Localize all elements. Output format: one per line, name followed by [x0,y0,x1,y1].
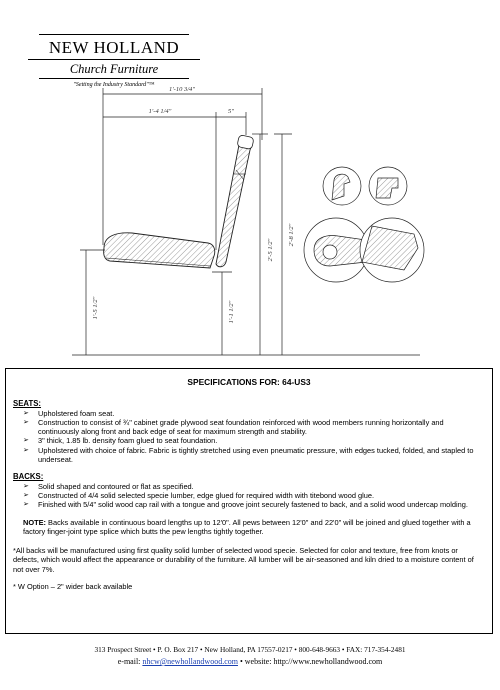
email-link[interactable]: nhcw@newhollandwood.com [142,657,238,666]
footer-contact [0,657,500,666]
cap-rail-detail-4 [360,218,424,282]
seat-spec-item: ➢ 3" thick, 1.85 lb. density foam glued to seat foundation. [23,436,485,445]
seat-spec-item: ➢ Upholstered foam seat. [23,409,485,418]
cap-rail-detail-3 [304,218,368,282]
specifications-box [5,368,493,634]
footer-address: 313 Prospect Street • P. O. Box 217 • New Holland, PA 17557-0217 • 800-648-9663 • FAX: 717-354-2481 [94,645,406,654]
back-profile [216,137,253,267]
logo-name: NEW HOLLAND [48,38,180,57]
cap-rail-detail-1 [323,167,361,205]
seat-spec-item: ➢ Construction to consist of ¾" cabinet grade plywood seat foundation reinforced with wood members running horizontally and continuously along front and back edge of seat for maximum strength and stability. [23,418,485,437]
note-text: Backs available in continuous board lengths up to 12'0". All pews between 12'0" and 22'0" will be joined and glued together with a factory finger-joint type splice which butts the pew lengths tightly together. [23,517,471,536]
note-paragraph [23,518,475,537]
dim-seat-height-label: 1'-5 1/2" [92,296,99,320]
note-label: NOTE: [23,517,46,527]
back-spec-item: ➢ Solid shaped and contoured or flat as specified. [23,482,485,491]
cap-rail-detail-2 [369,167,407,205]
dim-seat-depth-label: 1'-4 1/4" [148,108,172,115]
lumber-paragraph: *All backs will be manufactured using first quality solid lumber of selected wood specie. Selected for color and texture, free from knots or defects, which would affect the appearance or durability of the furniture. All lumber will be air-seasoned and kiln dried to a moisture content of not over 7%. [13,546,474,574]
logo-tagline: "Setting the Industry Standard"™ [73,82,155,88]
back-spec-item: ➢ Constructed of 4/4 solid selected specie lumber, edge glued for required width with titebond wood glue. [23,491,485,500]
dim-back-offset-label: 5" [228,108,234,115]
seat-profile [104,233,215,268]
back-spec-item: ➢ Finished with 5/4" solid wood cap rail with a tongue and groove joint securely fastened to back, and a solid wood undercap molding. [23,500,485,509]
seats-heading: SEATS: [13,399,42,409]
email-label: e-mail: [117,657,143,666]
website-link[interactable]: http://www.newhollandwood.com [273,657,383,666]
website-label: • website: [237,657,274,666]
logo-subtitle: Church Furniture [69,62,159,76]
dim-leg-height-label: 1'-1 1/2" [228,300,235,324]
dim-back-height-label: 2'-5 1/2" [267,238,274,262]
spec-title: SPECIFICATIONS FOR: 64-US3 [187,377,311,387]
backs-heading: BACKS: [13,472,44,482]
seats-list [23,409,485,465]
seat-spec-item: ➢ Upholstered with choice of fabric. Fabric is tightly stretched using even pneumatic pressure, with edges tucked, folded, and stapled to underseat. [23,446,485,465]
dim-overall-depth-label: 1'-10 3/4" [169,86,195,93]
w-option-paragraph: * W Option – 2" wider back available [13,582,133,592]
backs-list [23,482,485,510]
dim-overall-height-label: 2'-8 1/2" [288,223,295,247]
